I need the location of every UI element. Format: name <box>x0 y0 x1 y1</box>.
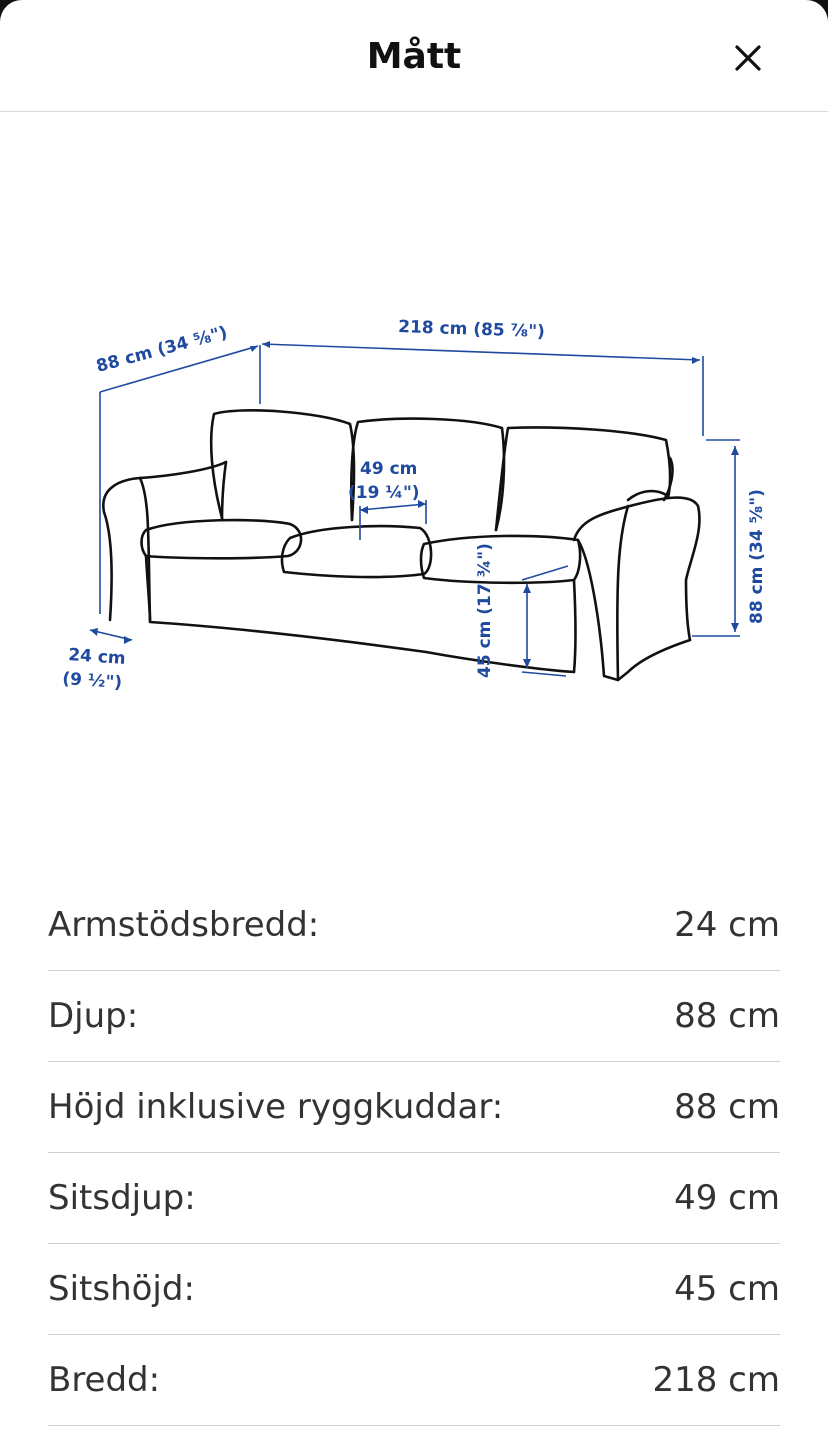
dimension-value: 24 cm <box>674 905 780 945</box>
dimension-label: Sitshöjd: <box>48 1269 195 1309</box>
dimension-row-seat-height <box>48 1244 780 1335</box>
seat-depth-annotation-in: (19 ¼") <box>348 483 420 503</box>
dimension-label: Djup: <box>48 996 139 1036</box>
close-icon <box>735 45 761 71</box>
dimension-value: 49 cm <box>674 1178 780 1218</box>
close-button[interactable] <box>722 32 774 84</box>
dimension-value: 45 cm <box>674 1269 780 1309</box>
height-annotation: 88 cm (34 ⅝") <box>747 489 767 624</box>
dimension-row-seat-depth <box>48 1153 780 1244</box>
dimension-row-width <box>48 1335 780 1426</box>
width-annotation: 218 cm (85 ⅞") <box>397 317 546 343</box>
seat-height-annotation: 45 cm (17 ¾") <box>475 543 495 678</box>
dimensions-list <box>48 880 780 1426</box>
dimension-value: 218 cm <box>652 1360 780 1400</box>
sofa-dimension-illustration <box>0 300 828 720</box>
dimension-row-height <box>48 1062 780 1153</box>
dimension-label: Höjd inklusive ryggkuddar: <box>48 1087 504 1127</box>
seat-depth-annotation-cm: 49 cm <box>360 459 418 479</box>
dimension-value: 88 cm <box>674 996 780 1036</box>
dimension-label: Sitsdjup: <box>48 1178 196 1218</box>
sheet-title: Mått <box>366 36 462 77</box>
dimension-label: Bredd: <box>48 1360 161 1400</box>
depth-annotation: 88 cm (34 ⅝") <box>94 322 230 377</box>
dimension-value: 88 cm <box>674 1087 780 1127</box>
dimension-lines <box>90 344 740 676</box>
dimension-row-depth <box>48 971 780 1062</box>
dimension-row-armrest-width <box>48 880 780 971</box>
sofa-drawing <box>103 410 699 680</box>
sheet-header <box>0 0 828 112</box>
arm-width-annotation-cm: 24 cm <box>67 645 127 669</box>
arm-width-annotation-in: (9 ½") <box>61 669 123 694</box>
dimension-label: Armstödsbredd: <box>48 905 320 945</box>
